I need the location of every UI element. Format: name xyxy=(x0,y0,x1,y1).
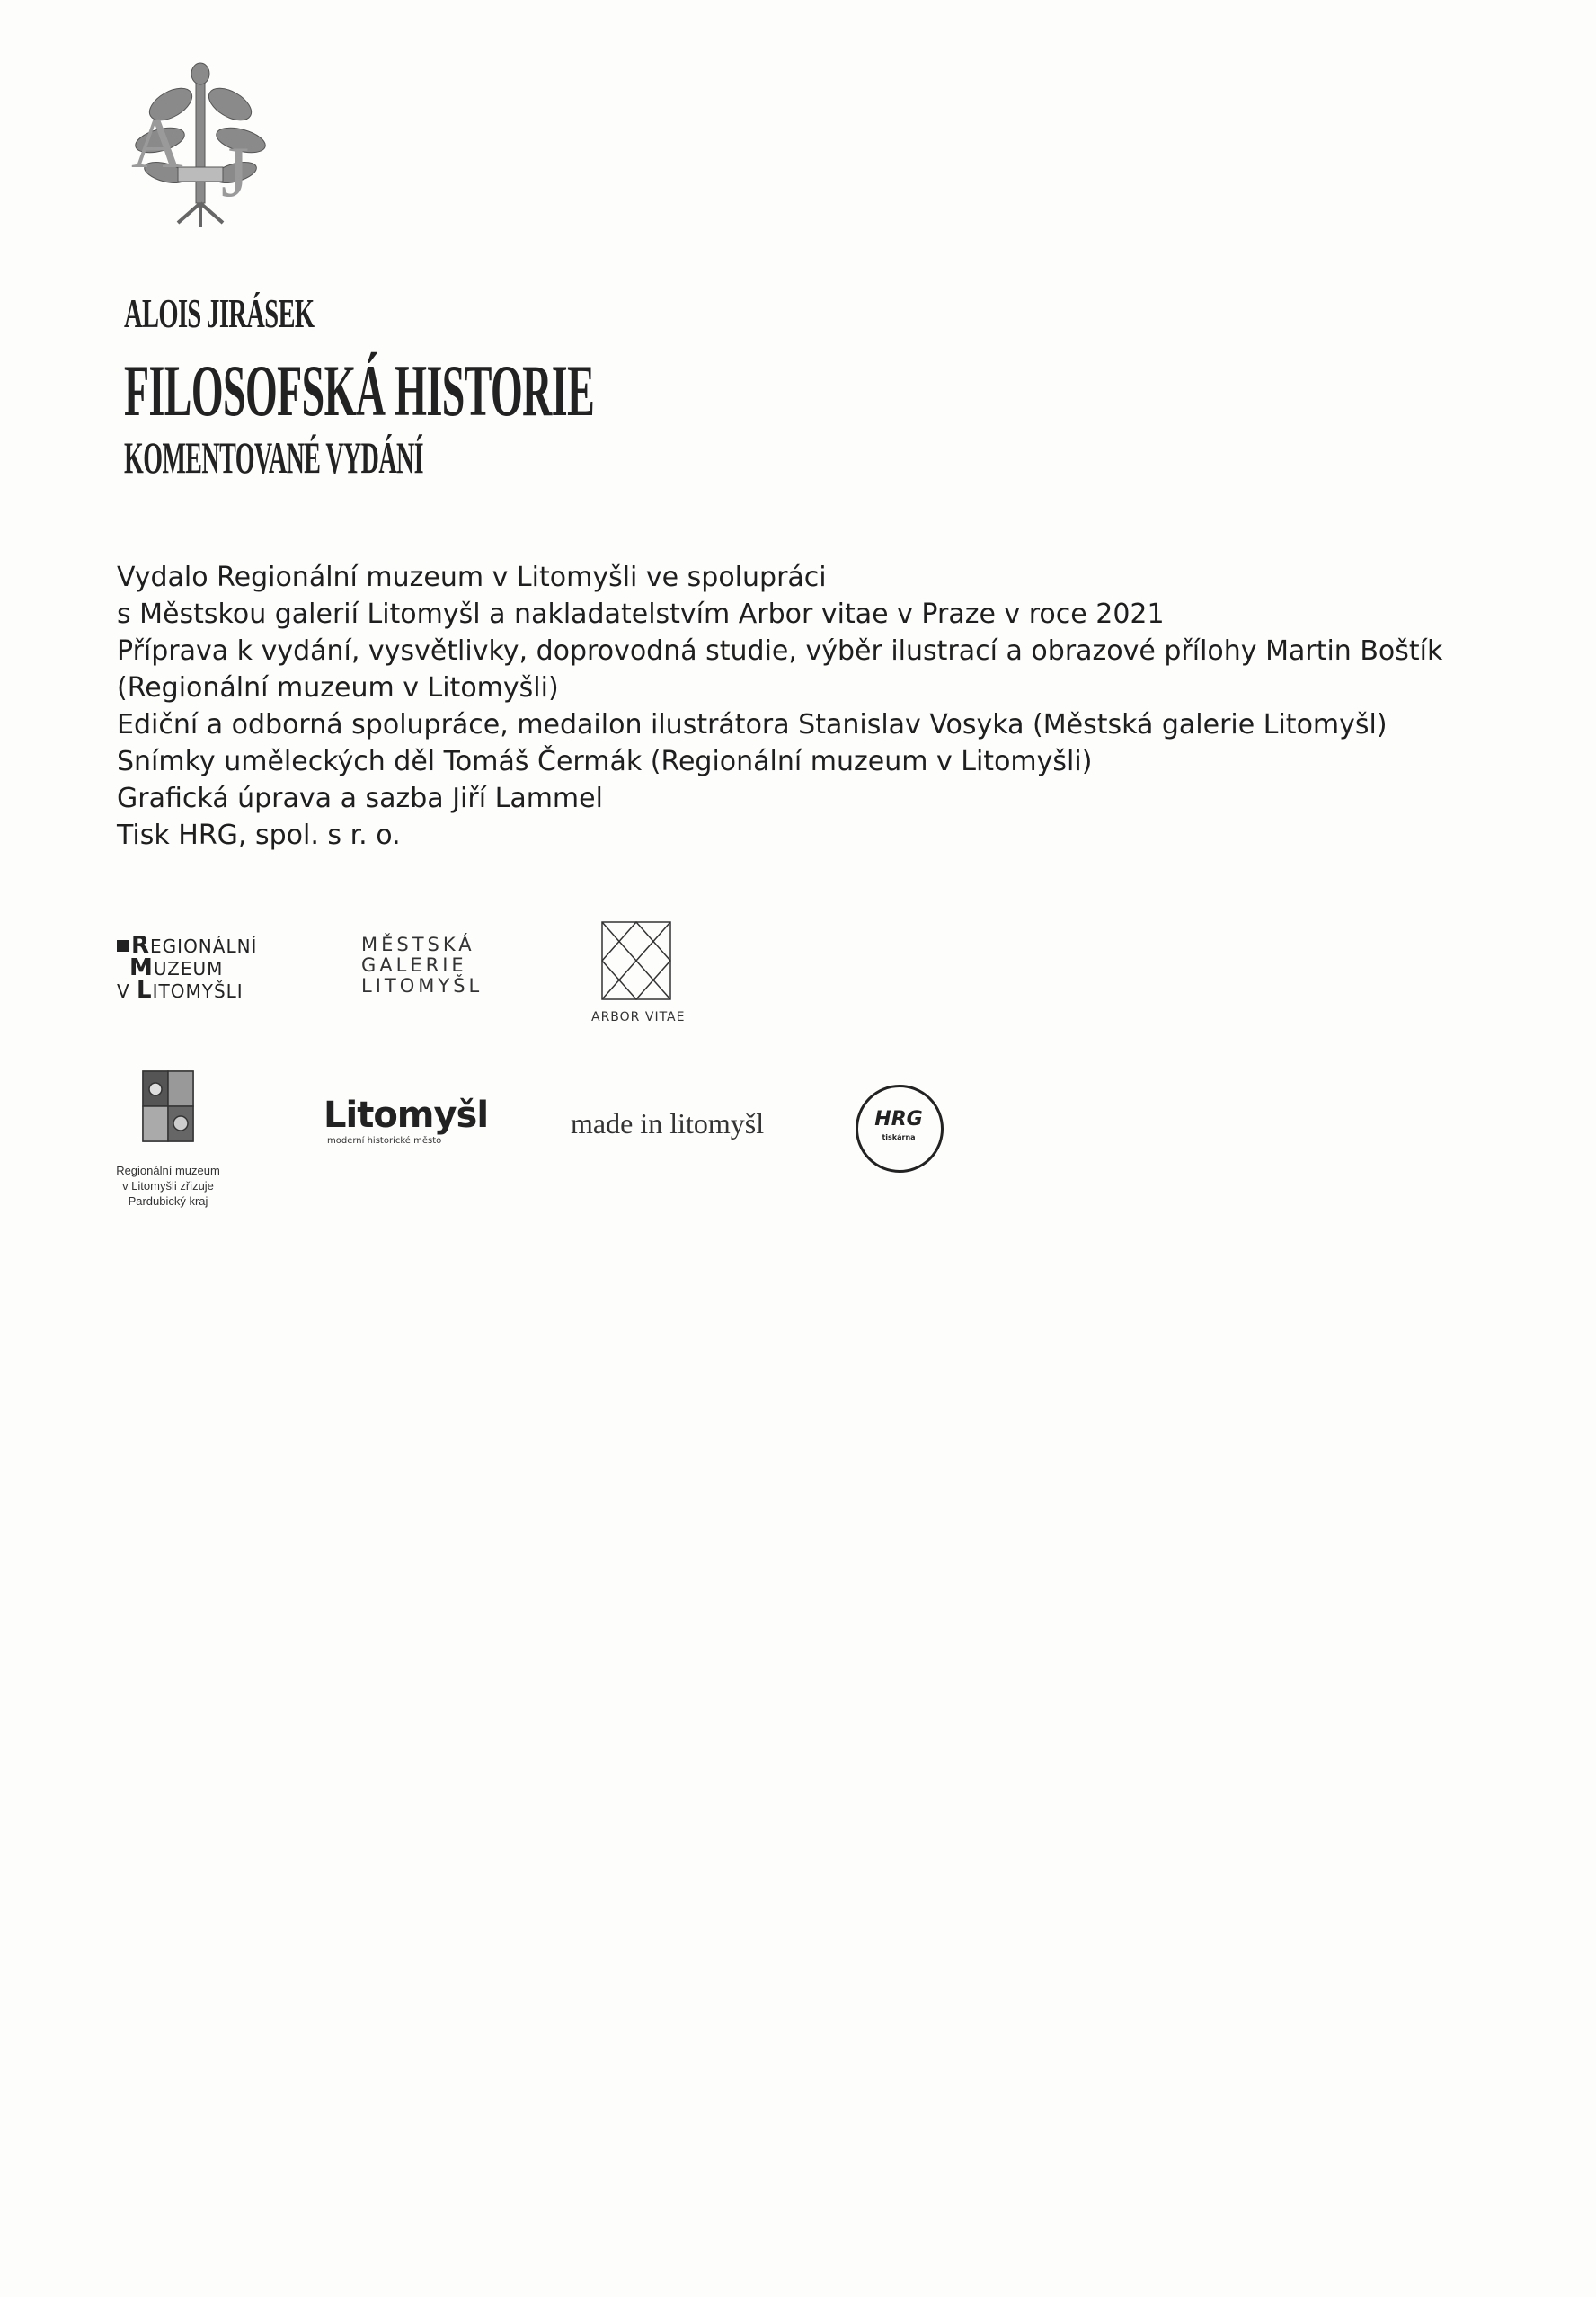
logo-text: GALERIE xyxy=(361,954,467,976)
colophon-line: Vydalo Regionální muzeum v Litomyšli ve spolupráci xyxy=(117,562,827,593)
colophon-line: Tisk HRG, spol. s r. o. xyxy=(117,820,401,851)
monogram-letter: A xyxy=(131,104,183,183)
caption-line: v Litomyšli zřizuje xyxy=(122,1179,214,1193)
logo-text: ITOMYŠLI xyxy=(152,980,244,1002)
logo-initial: M xyxy=(129,954,154,981)
colophon-line: Příprava k vydání, vysvětlivky, doprovodná studie, výběr ilustrací a obrazové přílohy Martin Boštík xyxy=(117,635,1443,667)
logo-text: Litomyšl xyxy=(324,1095,489,1136)
logo-initial: L xyxy=(137,977,153,1004)
made-in-litomysl-logo xyxy=(571,1107,768,1152)
pardubice-region-logo xyxy=(101,1069,235,1222)
litomysl-city-logo xyxy=(324,1095,489,1157)
colophon-line: s Městskou galerií Litomyšl a nakladatelstvím Arbor vitae v Praze v roce 2021 xyxy=(117,599,1165,630)
colophon-line: Ediční a odborná spolupráce, medailon ilustrátora Stanislav Vosyka (Městská galerie Litomyšl) xyxy=(117,709,1388,741)
caption-line: Regionální muzeum xyxy=(116,1164,220,1177)
arbor-vitae-logo xyxy=(591,920,686,1037)
book-subtitle: KOMENTOVANÉ VYDÁNÍ xyxy=(124,432,423,483)
logo-text: made in litomyšl xyxy=(571,1107,765,1140)
logo-text: V xyxy=(117,980,137,1002)
logo-text: EGIONÁLNÍ xyxy=(150,936,258,957)
square-icon xyxy=(117,940,129,952)
logo-text: LITOMYŠL xyxy=(361,975,483,997)
city-gallery-logo xyxy=(361,935,523,1007)
logo-initial: R xyxy=(131,932,151,959)
logo-text: HRG xyxy=(874,1108,923,1131)
logo-text: MĚSTSKÁ xyxy=(361,934,475,955)
colophon xyxy=(117,559,1573,854)
caption-line: Pardubický kraj xyxy=(128,1194,208,1208)
hrg-printer-logo xyxy=(854,1083,944,1173)
colophon-line: Grafická úprava a sazba Jiří Lammel xyxy=(117,783,603,814)
logo-tagline: moderní historické město xyxy=(327,1136,442,1146)
book-title: FILOSOFSKÁ HISTORIE xyxy=(124,350,595,431)
arbor-vitae-icon xyxy=(591,920,681,1003)
logo-text: UZEUM xyxy=(153,958,224,980)
logo-text: ARBOR VITAE xyxy=(591,1010,686,1024)
colophon-line: Snímky uměleckých děl Tomáš Čermák (Regionální muzeum v Litomyšli) xyxy=(117,746,1093,777)
fleur-de-lis-monogram-icon xyxy=(124,61,277,232)
colophon-line: (Regionální muzeum v Litomyšli) xyxy=(117,672,559,704)
monogram-letter: J xyxy=(221,133,250,212)
regional-museum-logo xyxy=(117,932,297,1007)
pardubice-region-coat-of-arms-icon xyxy=(101,1069,235,1159)
logo-tagline: tiskárna xyxy=(882,1133,916,1141)
book-author: ALOIS JIRÁSEK xyxy=(124,290,315,336)
